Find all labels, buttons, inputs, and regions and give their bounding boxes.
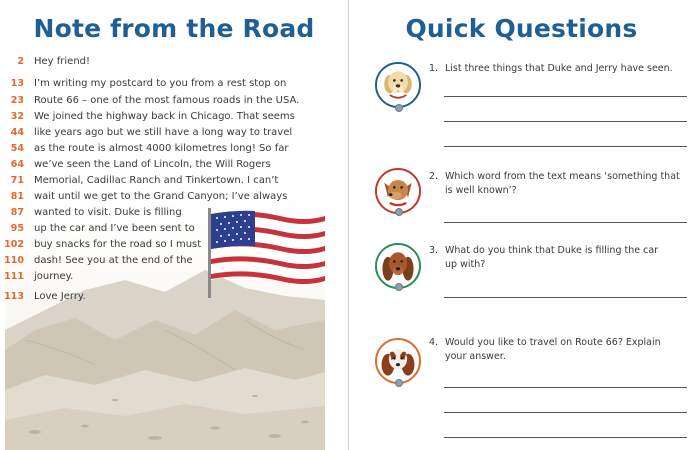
line-number: 111 bbox=[4, 271, 24, 282]
line-number: 64 bbox=[10, 159, 24, 170]
answer-line[interactable] bbox=[444, 222, 687, 223]
question-text: List three things that Duke and Jerry have seen. bbox=[445, 63, 673, 74]
spaniel-avatar bbox=[375, 338, 421, 384]
line-text: We joined the highway back in Chicago. That seems bbox=[34, 111, 295, 122]
question-number: 4. bbox=[429, 337, 439, 348]
answer-line[interactable] bbox=[444, 146, 687, 147]
line-number: 102 bbox=[4, 239, 24, 250]
question-text: your answer. bbox=[445, 351, 506, 362]
question-text: Which word from the text means ‘something that bbox=[445, 171, 680, 182]
question-text: is well known’? bbox=[445, 185, 517, 196]
collar-tag-icon bbox=[395, 208, 403, 216]
line-text: Hey friend! bbox=[34, 56, 91, 67]
line-text: Memorial, Cadillac Ranch and Tinkertown. I can’t bbox=[34, 175, 279, 186]
golden-retriever-avatar bbox=[375, 62, 421, 108]
collar-tag-icon bbox=[395, 379, 403, 387]
american-flag-icon bbox=[211, 211, 325, 285]
line-text: dash! See you at the end of the bbox=[34, 255, 193, 266]
line-text: as the route is almost 4000 kilometres long! So far bbox=[34, 143, 289, 154]
question-number: 1. bbox=[429, 63, 439, 74]
line-number: 44 bbox=[10, 127, 24, 138]
question-text: Would you like to travel on Route 66? Explain bbox=[445, 337, 661, 348]
line-number: 71 bbox=[10, 175, 24, 186]
line-text: Love Jerry. bbox=[34, 291, 86, 302]
line-text: we’ve seen the Land of Lincoln, the Will Rogers bbox=[34, 159, 271, 170]
questions-title: Quick Questions bbox=[405, 14, 638, 43]
line-number: 23 bbox=[10, 95, 24, 106]
question-number: 3. bbox=[429, 245, 439, 256]
line-number: 32 bbox=[10, 111, 24, 122]
question-number: 2. bbox=[429, 171, 439, 182]
line-text: wait until we get to the Grand Canyon; I’ve always bbox=[34, 191, 288, 202]
line-number: 95 bbox=[10, 223, 24, 234]
note-title: Note from the Road bbox=[33, 14, 315, 43]
collar-tag-icon bbox=[395, 283, 403, 291]
line-text: Route 66 – one of the most famous roads in the USA. bbox=[34, 95, 300, 106]
line-text: like years ago but we still have a long way to travel bbox=[34, 127, 293, 138]
answer-line[interactable] bbox=[444, 387, 687, 388]
answer-line[interactable] bbox=[444, 437, 687, 438]
line-text: I’m writing my postcard to you from a rest stop on bbox=[34, 78, 287, 89]
questions-panel bbox=[349, 0, 694, 450]
question-text: up with? bbox=[445, 259, 486, 270]
line-text: journey. bbox=[34, 271, 74, 282]
line-number: 2 bbox=[17, 56, 24, 67]
answer-line[interactable] bbox=[444, 412, 687, 413]
answer-line[interactable] bbox=[444, 96, 687, 97]
collar-tag-icon bbox=[395, 104, 403, 112]
line-text: wanted to visit. Duke is filling bbox=[34, 207, 182, 218]
line-number: 13 bbox=[10, 78, 24, 89]
line-text: buy snacks for the road so I must bbox=[34, 239, 202, 250]
line-number: 113 bbox=[4, 291, 24, 302]
line-number: 87 bbox=[10, 207, 24, 218]
question-text: What do you think that Duke is filling the car bbox=[445, 245, 659, 256]
line-text: up the car and I’ve been sent to bbox=[34, 223, 195, 234]
line-number: 110 bbox=[4, 255, 24, 266]
line-number: 54 bbox=[10, 143, 24, 154]
answer-line[interactable] bbox=[444, 297, 687, 298]
line-number: 81 bbox=[10, 191, 24, 202]
answer-line[interactable] bbox=[444, 121, 687, 122]
